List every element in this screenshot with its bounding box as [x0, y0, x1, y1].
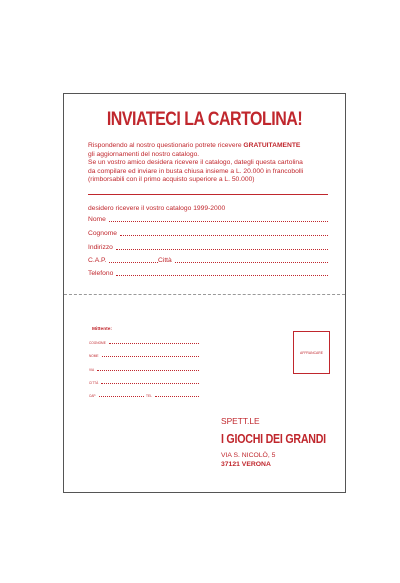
cognome-line[interactable] [120, 235, 328, 236]
sender-via-field[interactable] [89, 368, 199, 372]
sender-tel-label: TEL [146, 394, 152, 398]
stamp-label: AFFRANCARE [300, 350, 323, 355]
indirizzo-field[interactable] [88, 244, 328, 251]
recipient-name: I GIOCHI DEI GRANDI [221, 431, 326, 446]
intro-emphasis: GRATUITAMENTE [243, 142, 301, 149]
citta-line[interactable] [175, 262, 328, 263]
request-text: desidero ricevere il vostro catalogo 1999-2000 [88, 205, 226, 212]
cognome-field[interactable] [88, 230, 328, 237]
sender-cap-label: CAP [89, 394, 96, 398]
sender-nome-field[interactable] [89, 354, 199, 358]
sender-citta-line[interactable] [101, 383, 199, 384]
recipient-city: 37121 VERONA [221, 461, 271, 468]
intro-line-4: da compilare ed inviare in busta chiusa insieme a L. 20.000 in francobolli [88, 167, 304, 175]
nome-field[interactable] [88, 216, 328, 223]
citta-label: Città [158, 257, 172, 264]
indirizzo-line[interactable] [116, 249, 328, 250]
sender-cognome-line[interactable] [109, 343, 199, 344]
indirizzo-label: Indirizzo [88, 244, 113, 251]
stamp-box [293, 331, 330, 374]
citta-field[interactable] [158, 257, 328, 264]
intro-line-3: Se un vostro amico desidera ricevere il catalogo, dategli questa cartolina [88, 159, 303, 167]
sender-citta-label: CITTÀ [89, 381, 99, 385]
sender-via-line[interactable] [97, 370, 199, 371]
cognome-label: Cognome [88, 230, 117, 237]
sender-tel-line[interactable] [155, 396, 199, 397]
cap-label: C.A.P. [88, 257, 107, 264]
recipient-label: SPETT.LE [221, 416, 260, 426]
sender-cap-line[interactable] [99, 396, 144, 397]
telefono-field[interactable] [88, 270, 328, 277]
recipient-street: VIA S. NICOLÒ, 5 [221, 452, 276, 459]
sender-cap-field[interactable] [89, 394, 144, 398]
fold-line [64, 294, 345, 295]
separator-rule [88, 194, 328, 195]
sender-via-label: VIA [89, 368, 95, 372]
postcard-title: INVIATECI LA CARTOLINA! [106, 108, 303, 130]
cap-field[interactable] [88, 257, 158, 264]
nome-line[interactable] [109, 221, 328, 222]
sender-citta-field[interactable] [89, 381, 199, 385]
telefono-label: Telefono [88, 270, 114, 277]
sender-cognome-field[interactable] [89, 341, 199, 345]
intro-line-5: (rimborsabili con il primo acquisto superiore a L. 50.000) [88, 176, 255, 184]
sender-nome-line[interactable] [102, 356, 199, 357]
postcard [63, 93, 346, 493]
cap-line[interactable] [109, 262, 158, 263]
telefono-line[interactable] [116, 275, 328, 276]
sender-cognome-label: COGNOME [89, 341, 106, 345]
sender-tel-field[interactable] [146, 394, 199, 398]
sender-heading: Mittente: [92, 327, 112, 332]
intro-line-1: Rispondendo al nostro questionario potrete ricevere [88, 142, 244, 149]
intro-text [88, 142, 303, 185]
intro-line-2: gli aggiornamenti del nostro catalogo. [88, 150, 200, 158]
nome-label: Nome [88, 216, 106, 223]
sender-nome-label: NOME [89, 354, 99, 358]
